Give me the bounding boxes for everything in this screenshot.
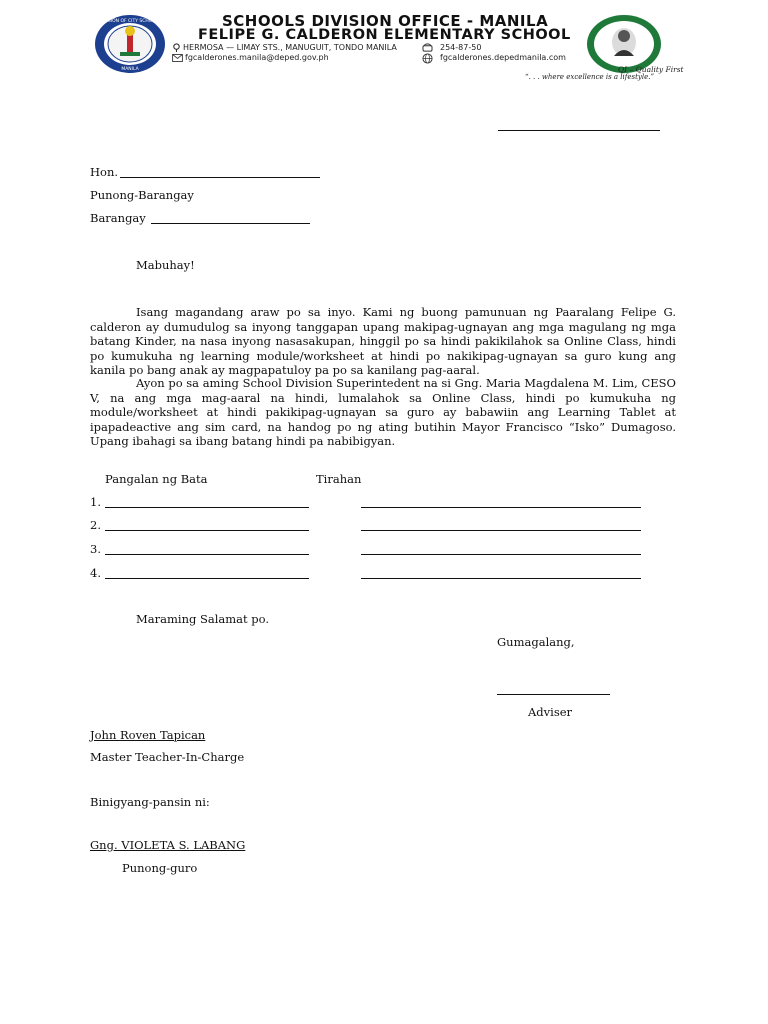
row-number: 2. — [90, 518, 101, 532]
date-line — [498, 130, 660, 131]
qi-slogan: QI – Quality First — [618, 65, 684, 74]
row-number: 3. — [90, 542, 101, 556]
division-seal-icon — [94, 14, 166, 74]
school-website: fgcalderones.depedmanila.com — [440, 53, 566, 62]
adviser-signature-line — [497, 694, 610, 695]
hon-label: Hon. — [90, 165, 119, 179]
adviser-label: Adviser — [528, 705, 573, 719]
row-address-line — [361, 578, 641, 579]
row-address-line — [361, 507, 641, 508]
row-number: 4. — [90, 566, 101, 580]
school-name-title: FELIPE G. CALDERON ELEMENTARY SCHOOL — [198, 27, 571, 43]
email-icon — [172, 54, 183, 62]
punong-barangay-label: Punong-Barangay — [90, 188, 194, 202]
hon-name-line — [120, 177, 320, 178]
signer2-title: Punong-guro — [122, 861, 198, 875]
school-address: HERMOSA — LIMAY STS., MANUGUIT, TONDO MANILA — [183, 43, 397, 52]
row-name-line — [105, 578, 309, 579]
column-address-header: Tirahan — [316, 472, 362, 486]
signer1-title: Master Teacher-In-Charge — [90, 750, 245, 764]
noted-by-label: Binigyang-pansin ni: — [90, 795, 210, 809]
school-email: fgcalderones.manila@deped.gov.ph — [185, 53, 329, 62]
row-name-line — [105, 530, 309, 531]
paragraph-2: Ayon po sa aming School Division Superintedent na si Gng. Maria Magdalena M. Lim, CESO V, na ang mga mag-aaral na hindi, lumalahok sa Online Class, hindi po kumukuha ng module/worksheet at hindi pakikipag-ugnayan sa guro ay babawiin ang Learning Tablet at ipapadeactive ang sim card, na handog po ng ating butihin Mayor Francisco “Isko” Dumagoso. Upang ibahagi sa ibang batang hindi pa nabibigyan. — [90, 376, 676, 448]
paragraph-1: Isang magandang araw po sa inyo. Kami ng buong pamunuan ng Paaralang Felipe G. calderon ay dumudulog sa inyong tanggapan upang makipag-ugnayan ang mga magulang ng mga batang Kinder, na nasa inyong nasasakupan, hinggil po sa hindi pakikilahok sa Online Class, hindi po kumukuha ng learning module/worksheet at hindi po nakikipag-ugnayan sa guro kung ang kanila po bang anak ay magpapatuloy pa po sa kanilang pag-aaral. — [90, 305, 676, 377]
location-icon — [172, 43, 181, 52]
closing-line: Gumagalang, — [497, 635, 575, 649]
row-address-line — [361, 530, 641, 531]
row-name-line — [105, 507, 309, 508]
row-address-line — [361, 554, 641, 555]
svg-text:MANILA: MANILA — [121, 67, 139, 72]
signer1-name: John Roven Tapican — [90, 728, 206, 742]
signer2-name: Gng. VIOLETA S. LABANG — [90, 838, 246, 852]
thanks-line: Maraming Salamat po. — [136, 612, 270, 626]
svg-text:DIVISION OF CITY SCHOOLS: DIVISION OF CITY SCHOOLS — [98, 19, 162, 24]
column-name-header: Pangalan ng Bata — [105, 472, 208, 486]
barangay-label: Barangay — [90, 211, 146, 225]
division-office-title: SCHOOLS DIVISION OFFICE - MANILA — [222, 12, 549, 30]
school-motto: “. . . where excellence is a lifestyle.” — [525, 73, 655, 81]
row-number: 1. — [90, 495, 101, 509]
school-phone: 254-87-50 — [440, 43, 482, 52]
barangay-line — [151, 223, 310, 224]
phone-icon — [422, 43, 433, 52]
greeting: Mabuhay! — [136, 258, 195, 272]
row-name-line — [105, 554, 309, 555]
web-icon — [422, 53, 433, 64]
